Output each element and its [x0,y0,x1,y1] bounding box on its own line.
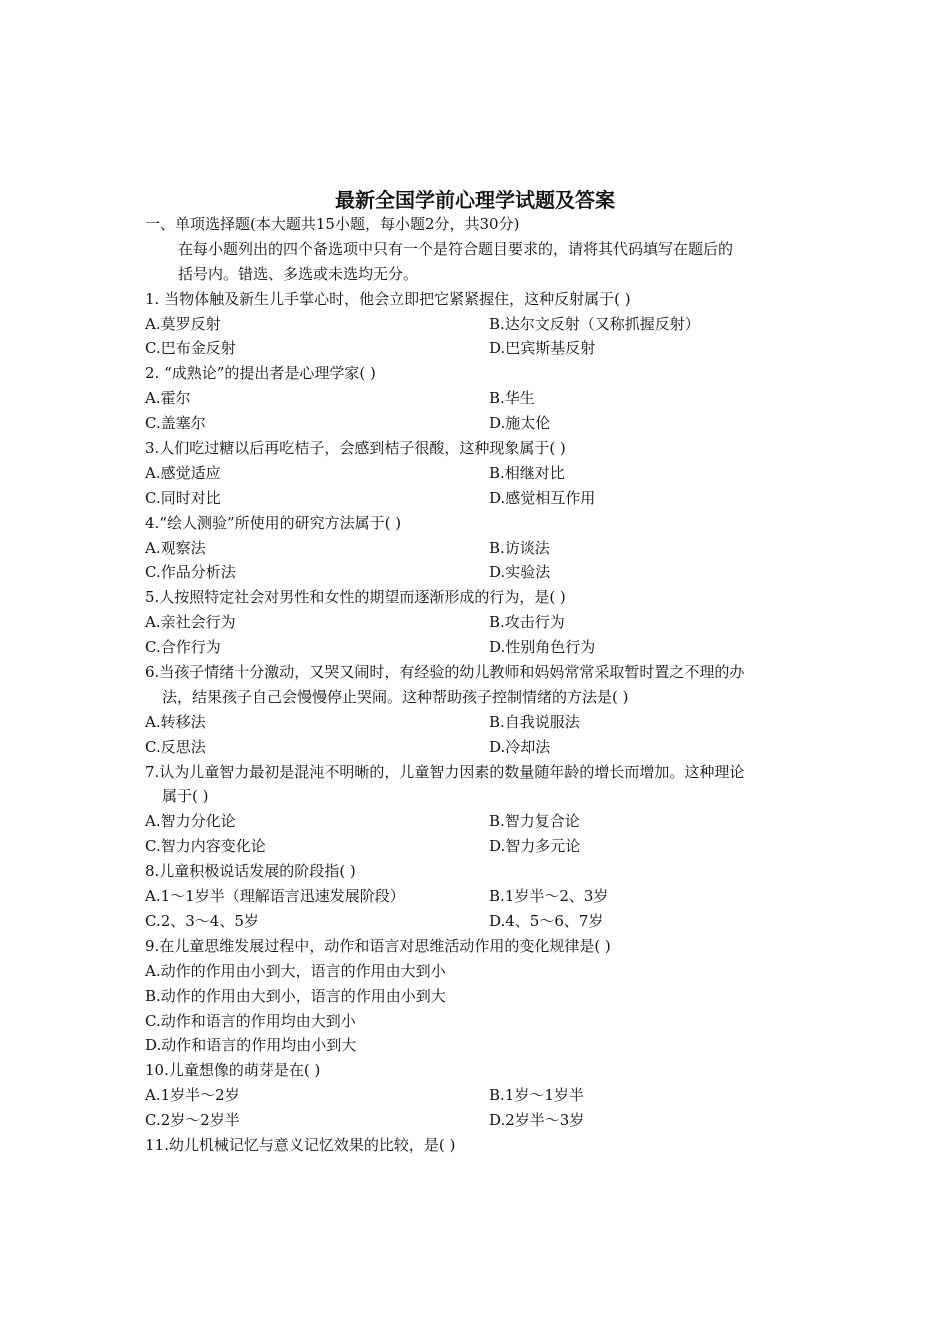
question-stem: 11.幼儿机械记忆与意义记忆效果的比较，是( ) [145,1135,456,1154]
option-row [145,884,825,909]
option-d: D.冷却法 [489,737,551,756]
option-a: A.感觉适应 [145,463,221,482]
question-stem: 1. 当物体触及新生儿手掌心时，他会立即把它紧紧握住，这种反射属于( ) [145,289,631,308]
question-stem: 10.儿童想像的萌芽是在( ) [145,1061,321,1080]
option-c: C.反思法 [145,737,206,756]
question-stem-continuation: 属于( ) [162,787,209,806]
section-instruction: 括号内。错选、多选或未选均无分。 [178,264,419,283]
option-a: A.1岁半～2岁 [145,1086,240,1105]
question-stem-continuation: 法，结果孩子自己会慢慢停止哭闹。这种帮助孩子控制情绪的方法是( ) [162,687,629,706]
option-row [145,809,825,834]
section-heading: 一、单项选择题(本大题共15小题，每小题2分，共30分) [145,215,520,233]
option-a: A.转移法 [145,712,206,731]
option-d: D.2岁半～3岁 [489,1111,585,1130]
option-row [145,834,825,859]
option-b: B.达尔文反射（又称抓握反射） [489,314,700,333]
option-row [145,1108,825,1133]
option-row [145,1083,825,1108]
option-a: A.亲社会行为 [145,613,236,632]
option-row [145,560,825,585]
exam-content [145,212,825,1158]
option-a: A.智力分化论 [145,812,236,831]
document-title: 最新全国学前心理学试题及答案 [335,188,615,212]
question-stem: 2. “成熟论”的提出者是心理学家( ) [145,364,376,383]
question-stem: 8.儿童积极说话发展的阶段指( ) [145,862,356,881]
option-b: B.访谈法 [489,538,550,557]
section-instruction: 在每小题列出的四个备选项中只有一个是符合题目要求的，请将其代码填写在题后的 [178,239,734,258]
option-c: C.巴布金反射 [145,339,236,358]
option-row [145,411,825,436]
question-stem: 7.认为儿童智力最初是混沌不明晰的，儿童智力因素的数量随年龄的增长而增加。这种理论 [145,762,745,781]
option-a: A.1～1岁半（理解语言迅速发展阶段） [145,887,405,906]
option-c: C.合作行为 [145,638,221,657]
option-row [145,461,825,486]
option-c: C.作品分析法 [145,563,236,582]
question-stem: 5.人按照特定社会对男性和女性的期望而逐渐形成的行为，是( ) [145,588,566,607]
option-row [145,386,825,411]
option-row [145,735,825,760]
question-stem: 6.当孩子情绪十分激动，又哭又闹时，有经验的幼儿教师和妈妈常常采取暂时置之不理的办 [145,663,745,682]
option-c: C.同时对比 [145,488,221,507]
option-d: D.巴宾斯基反射 [489,339,596,358]
option-c: C.2、3～4、5岁 [145,911,259,930]
option-c: C.盖塞尔 [145,414,206,433]
option-row [145,486,825,511]
option-d: D.智力多元论 [489,837,581,856]
option-row [145,312,825,337]
option-d: D.感觉相互作用 [489,488,596,507]
option-b: B.1岁半～2、3岁 [489,887,609,906]
option-row [145,710,825,735]
option-b: B.攻击行为 [489,613,565,632]
option-b: B.华生 [489,389,535,408]
option-b: B.智力复合论 [489,812,580,831]
question-stem: 4.“绘人测验”所使用的研究方法属于( ) [145,513,402,532]
option-row [145,336,825,361]
option-d: D.实验法 [489,563,551,582]
option-b: B.动作的作用由大到小，语言的作用由小到大 [145,986,446,1005]
option-a: A.观察法 [145,538,206,557]
option-c: C.2岁～2岁半 [145,1111,240,1130]
option-a: A.动作的作用由小到大，语言的作用由大到小 [145,961,446,980]
option-d: D.施太伦 [489,414,551,433]
option-b: B.自我说服法 [489,712,580,731]
option-d: D.性别角色行为 [489,638,596,657]
question-stem: 9.在儿童思维发展过程中，动作和语言对思维活动作用的变化规律是( ) [145,936,611,955]
option-c: C.动作和语言的作用均由大到小 [145,1011,356,1030]
option-row [145,610,825,635]
option-b: B.1岁～1岁半 [489,1086,584,1105]
option-row [145,635,825,660]
option-a: A.莫罗反射 [145,314,221,333]
option-row [145,536,825,561]
option-d: D.4、5～6、7岁 [489,911,604,930]
option-c: C.智力内容变化论 [145,837,266,856]
option-row [145,909,825,934]
option-a: A.霍尔 [145,389,191,408]
question-stem: 3.人们吃过糖以后再吃桔子，会感到桔子很酸，这种现象属于( ) [145,439,566,458]
option-d: D.动作和语言的作用均由小到大 [145,1036,357,1055]
option-b: B.相继对比 [489,463,565,482]
